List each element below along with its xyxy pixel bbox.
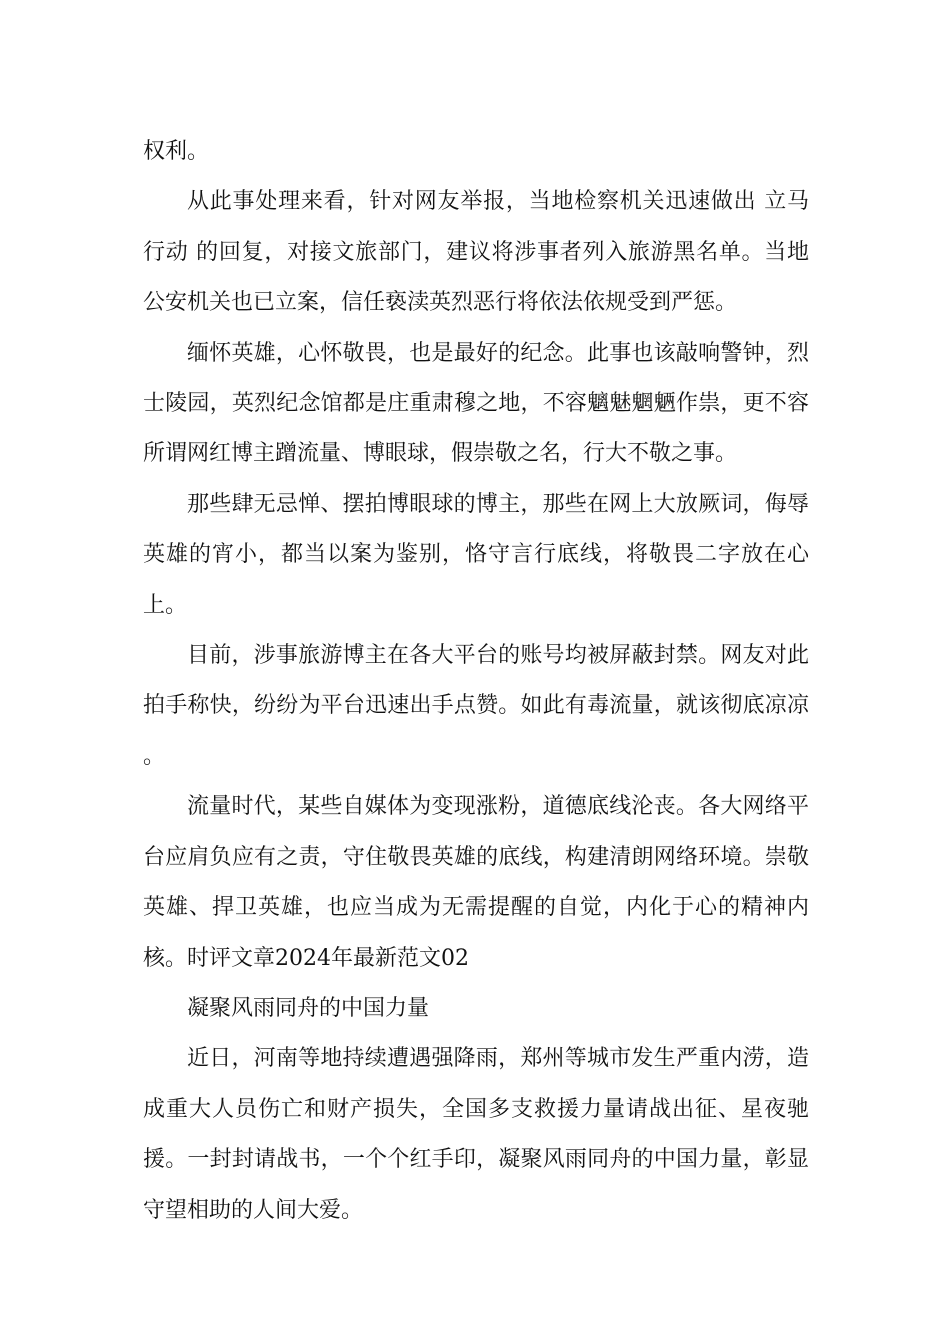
paragraph: 近日，河南等地持续遭遇强降雨，郑州等城市发生严重内涝，造成重大人员伤亡和财产损失，全国多支救援力量请战出征、星夜驰援。一封封请战书，一个个红手印，凝聚风雨同舟的中国力量，彰显守望相助的人间大爱。 [143, 1046, 809, 1223]
paragraph: 流量时代，某些自媒体为变现涨粉，道德底线沦丧。各大网络平台应肩负应有之责，守住敬畏英雄的底线，构建清朗网络环境。崇敬英雄、捍卫英雄，也应当成为无需提醒的自觉，内化于心的精神内核。时评文章2024年最新范文02 [143, 794, 809, 971]
document-body [143, 127, 809, 1236]
paragraph: 那些肆无忌惮、摆拍博眼球的博主，那些在网上大放厥词，侮辱英雄的宵小，都当以案为鉴别，恪守言行底线，将敬畏二字放在心上。 [143, 491, 809, 618]
paragraph: 缅怀英雄，心怀敬畏，也是最好的纪念。此事也该敲响警钟，烈士陵园，英烈纪念馆都是庄重肃穆之地，不容魑魅魍魉作祟，更不容所谓网红博主蹭流量、博眼球，假崇敬之名，行大不敬之事。 [143, 340, 809, 467]
paragraph: 目前，涉事旅游博主在各大平台的账号均被屏蔽封禁。网友对此拍手称快，纷纷为平台迅速出手点赞。如此有毒流量，就该彻底凉凉 。 [143, 643, 809, 769]
paragraph: 从此事处理来看，针对网友举报，当地检察机关迅速做出 立马行动 的回复，对接文旅部门，建议将涉事者列入旅游黑名单。当地公安机关也已立案，信任亵渎英烈恶行将依法依规受到严惩。 [143, 189, 809, 316]
article-title: 凝聚风雨同舟的中国力量 [187, 995, 430, 1021]
paragraph-continuation: 权利。 [143, 139, 210, 164]
